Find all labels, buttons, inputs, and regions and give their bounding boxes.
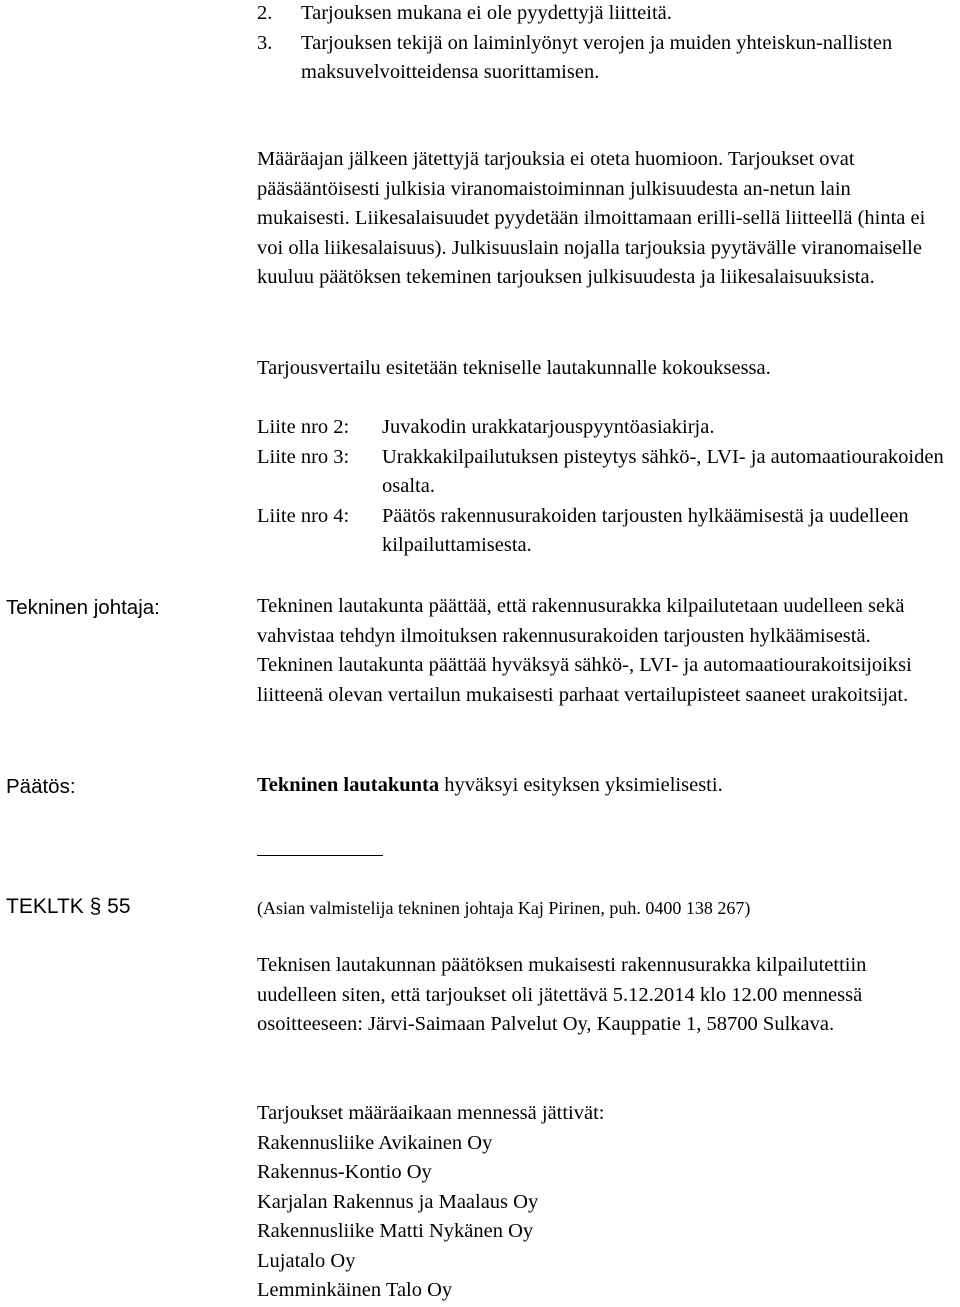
bidder-item: Rakennus-Kontio Oy [257,1161,432,1183]
attachment-item [257,443,947,502]
proposal-label: Tekninen johtaja: [6,596,160,619]
paragraph-tender-rules: Määräajan jälkeen jätettyjä tarjouksia ei oteta huomioon. Tarjoukset ovat pääsääntöisesti julkisia viranomaistoiminnan julkisuudesta an-netun lain mukaisesti. Liikesalaisuudet pyydetään ilmoittamaan erilli-sellä liitteellä (hinta ei voi olla liikesalaisuus). Julkisuuslain nojalla tarjouksia pyytävälle viranomaiselle kuuluu päätöksen tekeminen tarjouksen julkisuudesta ja liikesalaisuuksista. [257,148,926,288]
bidder-item: Lemminkäinen Talo Oy [257,1279,453,1301]
decision-text [257,771,947,801]
bidders-intro: Tarjoukset määräaikaan mennessä jättivät: [257,1102,605,1124]
attachment-text: Juvakodin urakkatarjouspyyntöasiakirja. [382,416,715,438]
list-item-number: 2. [257,2,273,24]
attachment-item [257,413,947,443]
section-label: TEKLTK § 55 [6,895,131,918]
paragraph-comparison: Tarjousvertailu esitetään tekniselle lautakunnalle kokouksessa. [257,357,771,379]
attachment-text: Päätös rakennusurakoiden tarjousten hylkäämisestä ja uudelleen kilpailuttamisesta. [382,504,909,556]
section-paragraph: Teknisen lautakunnan päätöksen mukaisesti rakennusurakka kilpailutettiin uudelleen siten, että tarjoukset oli jätettävä 5.12.2014 klo 12.00 mennessä osoitteeseen: Järvi-Saimaan Palvelut Oy, Kauppatie 1, 58700 Sulkava. [257,954,867,1035]
proposal-text: Tekninen lautakunta päättää, että rakennusurakka kilpailutetaan uudelleen sekä vahvistaa tehdyn ilmoituksen rakennusurakoiden tarjousten hylkäämisestä. Tekninen lautakunta päättää hyväksyä sähkö-, LVI- ja automaatiourakoitsijoiksi liitteenä olevan vertailun mukaisesti parhaat vertailupisteet saaneet urakoitsijat. [257,595,912,706]
list-item-text: Tarjouksen tekijä on laiminlyönyt verojen ja muiden yhteiskun-nallisten maksuvelvoitteidensa suorittamisen. [301,31,893,83]
list-item [257,0,947,29]
bidders-block [257,1099,947,1306]
list-item [257,29,947,88]
list-item-number: 3. [257,31,273,54]
divider [257,855,383,856]
bidder-item: Rakennusliike Matti Nykänen Oy [257,1220,534,1242]
bidder-item: Lujatalo Oy [257,1249,356,1272]
decision-label: Päätös: [6,775,76,798]
bidder-item: Karjalan Rakennus ja Maalaus Oy [257,1190,539,1213]
decision-bold-text: Tekninen lautakunta [257,774,440,796]
decision-rest-text: hyväksyi esityksen yksimielisesti. [439,774,723,796]
attachment-text: Urakkakilpailutuksen pisteytys sähkö-, LVI- ja automaatiourakoiden osalta. [382,445,944,497]
preparer-note: (Asian valmistelija tekninen johtaja Kaj Pirinen, puh. 0400 138 267) [257,898,751,918]
bidder-item: Rakennusliike Avikainen Oy [257,1131,493,1154]
attachment-item [257,502,947,561]
list-item-text: Tarjouksen mukana ei ole pyydettyjä liitteitä. [301,2,672,24]
attachment-label: Liite nro 2: [257,416,350,438]
attachments-list [257,413,947,561]
attachment-label: Liite nro 4: [257,504,350,527]
attachment-label: Liite nro 3: [257,445,350,468]
numbered-list [257,0,947,88]
